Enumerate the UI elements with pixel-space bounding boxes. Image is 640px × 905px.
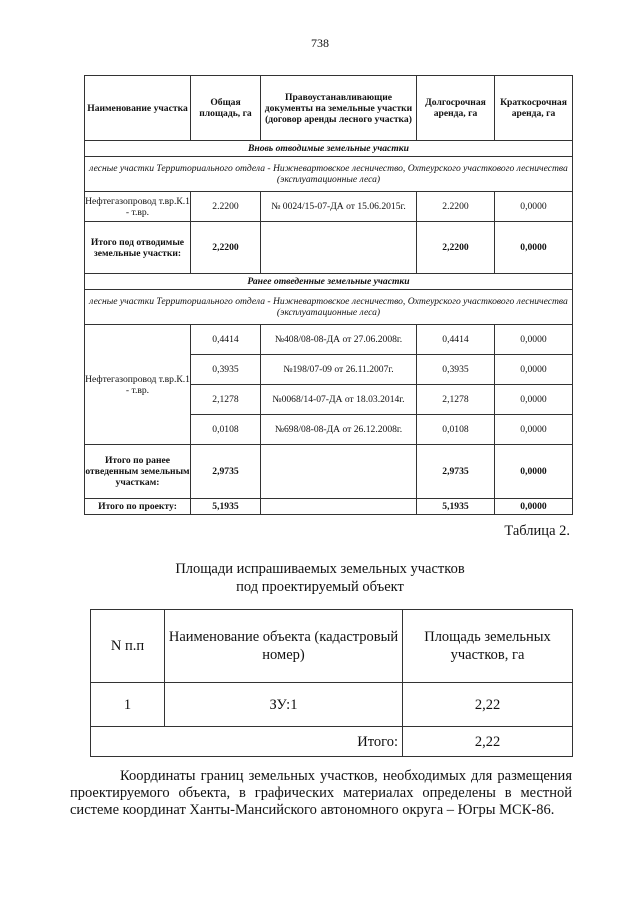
subtotal-total: 2,9735 — [191, 445, 261, 499]
cell-long: 0,3935 — [417, 355, 495, 385]
grand-total-row — [85, 499, 573, 515]
grand-total-label: Итого по проекту: — [85, 499, 191, 515]
land-areas-table — [90, 609, 573, 757]
subtotal-doc-empty — [261, 445, 417, 499]
col-header-object: Наименование объекта (кадастровый номер) — [165, 610, 403, 683]
col-header-total: Общая площадь, га — [191, 76, 261, 141]
table-header-row — [85, 76, 573, 141]
col-header-num: N п.п — [91, 610, 165, 683]
subtotal-label: Итого по ранее отведенным земельным участкам: — [85, 445, 191, 499]
cell-num: 1 — [91, 683, 165, 727]
cell-doc: №698/08-08-ДА от 26.12.2008г. — [261, 415, 417, 445]
cell-doc: №0068/14-07-ДА от 18.03.2014г. — [261, 385, 417, 415]
area-row — [85, 290, 573, 325]
subtotal-short: 0,0000 — [495, 222, 573, 274]
area-new-text: лесные участки Территориального отдела - Нижневартовское лесничество, Охтеурского участкового лесничества (эксплуатационные леса) — [85, 157, 573, 192]
cell-long: 2.2200 — [417, 192, 495, 222]
table-row — [91, 683, 573, 727]
cell-short: 0,0000 — [495, 415, 573, 445]
cell-long: 0,0108 — [417, 415, 495, 445]
table2-title-line2: под проектируемый объект — [236, 579, 404, 595]
table-row — [85, 192, 573, 222]
cell-short: 0,0000 — [495, 192, 573, 222]
coordinates-paragraph: Координаты границ земельных участков, необходимых для размещения проектируемого объекта, в графических материалах определены в местной системе координат Ханты-Мансийского автономного округа – Югры МСК-86. — [70, 768, 572, 818]
table2-title — [0, 560, 640, 596]
subtotal-label: Итого под отводимые земельные участки: — [85, 222, 191, 274]
cell-short: 0,0000 — [495, 385, 573, 415]
cell-object: ЗУ:1 — [165, 683, 403, 727]
cell-total: 0,3935 — [191, 355, 261, 385]
grand-total-long: 5,1935 — [417, 499, 495, 515]
section-old-title: Ранее отведенные земельные участки — [85, 274, 573, 290]
col-header-short: Краткосрочная аренда, га — [495, 76, 573, 141]
cell-short: 0,0000 — [495, 355, 573, 385]
subtotal-row — [85, 445, 573, 499]
total-label: Итого: — [165, 727, 403, 757]
cell-doc: №408/08-08-ДА от 27.06.2008г. — [261, 325, 417, 355]
total-row — [91, 727, 573, 757]
col-header-docs: Правоустанавливающие документы на земельные участки (договор аренды лесного участка) — [261, 76, 417, 141]
col-header-area: Площадь земельных участков, га — [403, 610, 573, 683]
cell-total: 2,1278 — [191, 385, 261, 415]
cell-doc: № 0024/15-07-ДА от 15.06.2015г. — [261, 192, 417, 222]
table-header-row — [91, 610, 573, 683]
col-header-name: Наименование участка — [85, 76, 191, 141]
total-blank-cell — [91, 727, 165, 757]
subtotal-long: 2,2200 — [417, 222, 495, 274]
area-old-text: лесные участки Территориального отдела - Нижневартовское лесничество, Охтеурского участкового лесничества (эксплуатационные леса) — [85, 290, 573, 325]
section-new-title: Вновь отводимые земельные участки — [85, 141, 573, 157]
total-value: 2,22 — [403, 727, 573, 757]
subtotal-long: 2,9735 — [417, 445, 495, 499]
table-caption: Таблица 2. — [504, 523, 570, 539]
cell-total: 0,4414 — [191, 325, 261, 355]
subtotal-row — [85, 222, 573, 274]
grand-total-total: 5,1935 — [191, 499, 261, 515]
cell-total: 0,0108 — [191, 415, 261, 445]
subtotal-total: 2,2200 — [191, 222, 261, 274]
page-number: 738 — [311, 36, 329, 50]
grand-total-short: 0,0000 — [495, 499, 573, 515]
grand-total-doc-empty — [261, 499, 417, 515]
area-row — [85, 157, 573, 192]
cell-area: 2,22 — [403, 683, 573, 727]
subtotal-doc-empty — [261, 222, 417, 274]
table2-title-line1: Площади испрашиваемых земельных участков — [175, 561, 465, 577]
cell-total: 2.2200 — [191, 192, 261, 222]
forest-plots-table — [84, 75, 573, 515]
col-header-long: Долгосрочная аренда, га — [417, 76, 495, 141]
cell-doc: №198/07-09 от 26.11.2007г. — [261, 355, 417, 385]
cell-long: 2,1278 — [417, 385, 495, 415]
section-row — [85, 274, 573, 290]
cell-short: 0,0000 — [495, 325, 573, 355]
section-row — [85, 141, 573, 157]
cell-name: Нефтегазопровод т.вр.К.1 - т.вр. — [85, 192, 191, 222]
subtotal-short: 0,0000 — [495, 445, 573, 499]
table-row — [85, 325, 573, 355]
cell-long: 0,4414 — [417, 325, 495, 355]
cell-name: Нефтегазопровод т.вр.К.1 - т.вр. — [85, 325, 191, 445]
